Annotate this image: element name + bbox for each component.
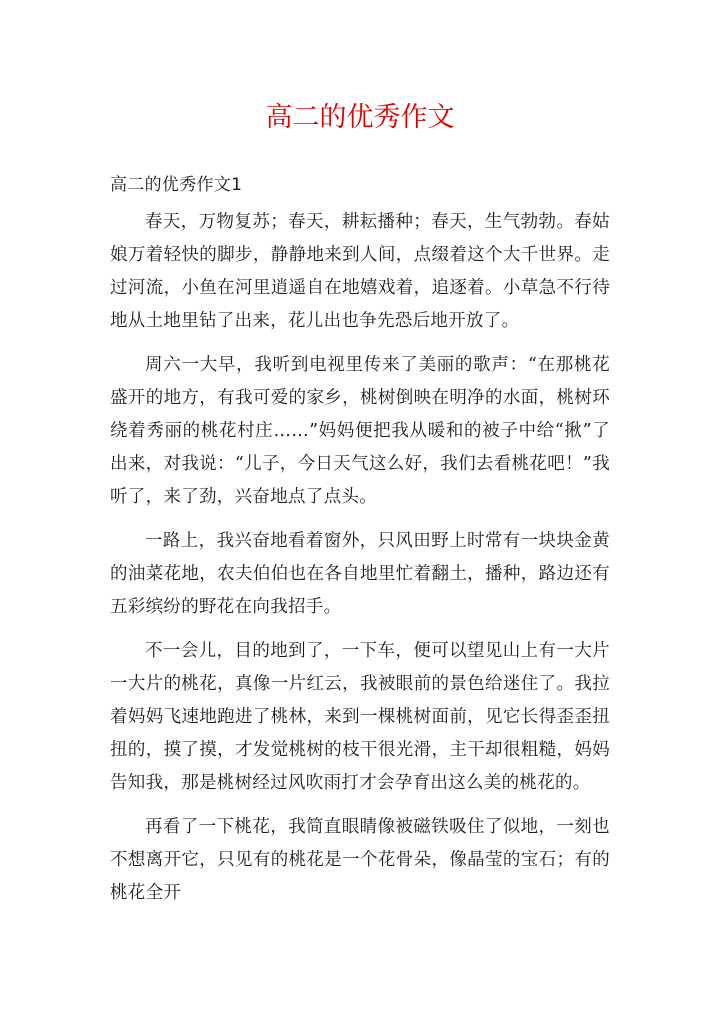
paragraph-2: 周六一大早，我听到电视里传来了美丽的歌声：“在那桃花盛开的地方，有我可爱的家乡，桃树倒映在明净的水面，桃树环绕着秀丽的桃花村庄……”妈妈便把我从暖和的被子中给“揪”了出来，对我说：“儿子，今日天气这么好，我们去看桃花吧！”我听了，来了劲，兴奋地点了点头。: [110, 355, 610, 507]
paragraph-4: 不一会儿，目的地到了，一下车，便可以望见山上有一大片一大片的桃花，真像一片红云，我被眼前的景色给迷住了。我拉着妈妈飞速地跑进了桃林，来到一棵桃树面前，见它长得歪歪扭扭的，摸了摸，才发觉桃树的枝干很光滑，主干却很粗糙，妈妈告知我，那是桃树经过风吹雨打才会孕育出这么美的桃花的。: [110, 641, 610, 793]
document-title: 高二的优秀作文: [265, 102, 455, 133]
paragraph-1: 春天，万物复苏；春天，耕耘播种；春天，生气勃勃。春姑娘万着轻快的脚步，静静地来到人间，点缀着这个大千世界。走过河流，小鱼在河里逍遥自在地嬉戏着，追逐着。小草急不行待地从土地里钻了出来，花儿出也争先恐后地开放了。: [110, 212, 610, 331]
essay-subheading: 高二的优秀作文1: [110, 175, 243, 195]
document-body: [110, 170, 610, 921]
paragraph-5: 再看了一下桃花，我简直眼睛像被磁铁吸住了似地，一刻也不想离开它，只见有的桃花是一个花骨朵，像晶莹的宝石；有的桃花全开: [110, 817, 610, 903]
paragraph-3: 一路上，我兴奋地看着窗外，只风田野上时常有一块块金黄的油菜花地，农夫伯伯也在各自地里忙着翻土，播种，路边还有五彩缤纷的野花在向我招手。: [110, 531, 610, 617]
